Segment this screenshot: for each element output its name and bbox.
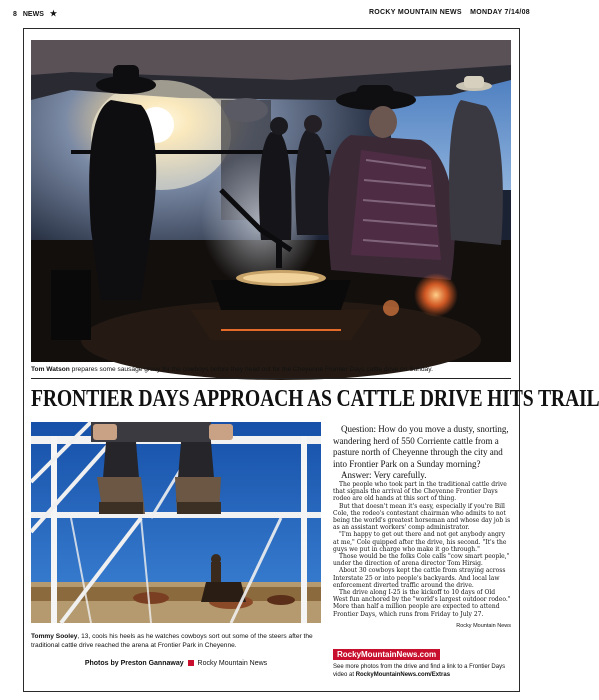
- intro-answer: Answer: Very carefully.: [341, 470, 427, 480]
- promo-site-link[interactable]: RockyMountainNews.com: [333, 649, 440, 660]
- promo-text: [333, 664, 511, 679]
- photo-outlet: Rocky Mountain News: [197, 660, 268, 667]
- story-paragraph: The people who took part in the traditional cattle drive that signals the arrival of the Cheyenne Frontier Days rodeo are old hands at this sort of thing.: [333, 481, 507, 503]
- intro-question: Question: How do you move a dusty, snorting, wandering herd of 550 Corriente cattle from a pasture north of Cheyenne through the city and into Frontier Park on a Sunday morning?: [333, 424, 509, 469]
- boy-on-fence-photo: [31, 422, 321, 623]
- top-photo-caption: [31, 366, 511, 374]
- photographer-label: Photos by Preston Gannaway: [84, 660, 184, 667]
- page-number: 8: [13, 11, 17, 18]
- publication-name: ROCKY MOUNTAIN NEWS: [368, 9, 462, 16]
- cattle-drive-cooking-photo: [31, 40, 511, 362]
- story-intro: [333, 424, 511, 482]
- red-square-icon: [188, 660, 194, 666]
- bottom-photo-caption: [31, 633, 321, 650]
- story-paragraph: "I'm happy to get out there and not get anybody angry at me," Cole quipped after the drive, his second. "It's the guys we put in charge who make it go through.": [333, 531, 507, 553]
- web-promo: [333, 642, 511, 679]
- issue-date: MONDAY 7/14/08: [470, 9, 530, 16]
- story-paragraph: About 30 cowboys kept the cattle from straying across Interstate 25 or into people's backyards. And local law enforcement diverted traffic around the drive.: [333, 567, 506, 589]
- caption-subject-name: Tom Watson: [31, 366, 70, 373]
- caption-text: , 13, cools his heels as he watches cowboys sort out some of the steers after the traditional cattle drive reached the arena at Frontier Park in Cheyenne.: [31, 633, 313, 649]
- header-left: [13, 9, 57, 18]
- header-right: [369, 9, 530, 16]
- divider-line: [31, 378, 511, 379]
- story-body: [333, 481, 511, 618]
- photo-credit: [31, 660, 321, 667]
- story-paragraph: Those would be the folks Cole calls "cow smart people," under the direction of arena director Tom Hirsig.: [333, 553, 510, 568]
- story-signature: Rocky Mountain News: [456, 623, 511, 629]
- campfire-scene-image: [31, 40, 511, 362]
- story-paragraph: But that doesn't mean it's easy, especially if you're Bill Cole, the rodeo's contestant chairman who admits to not being the world's greatest horseman and whose day job is as an assistant workers' comp administrator.: [333, 502, 511, 532]
- promo-url-link[interactable]: RockyMountainNews.com/Extras: [355, 671, 451, 678]
- arena-fence-image: [31, 422, 321, 623]
- star-icon: ★: [49, 9, 57, 18]
- story-headline: FRONTIER DAYS APPROACH AS CATTLE DRIVE HITS TRAIL: [31, 386, 599, 412]
- caption-subject-name: Tommy Sooley: [31, 633, 78, 640]
- section-name: NEWS: [22, 11, 44, 18]
- promo-description: See more photos from the drive and find a link to a Frontier Days video at: [333, 664, 506, 678]
- page-header: [13, 8, 530, 22]
- story-paragraph: The drive along I-25 is the kickoff to 10 days of Old West fun anchored by the "world's largest outdoor rodeo." More than half a million people are expected to attend Frontier Days, which runs from Friday to July 27.: [333, 589, 511, 618]
- caption-text: prepares some sausage gravy for the cowboys before they head out for the Cheyenne Frontier Days cattle drive on Sunday.: [69, 366, 433, 373]
